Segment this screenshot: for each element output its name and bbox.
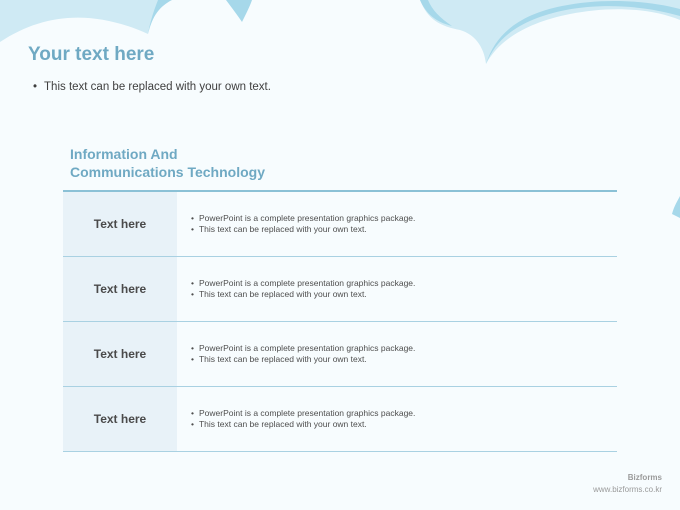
row-label: Text here xyxy=(63,257,177,321)
row-bullet: • PowerPoint is a complete presentation graphics package. xyxy=(191,408,617,420)
subtitle-text: This text can be replaced with your own text. xyxy=(44,81,271,93)
footer-url[interactable]: www.bizforms.co.kr xyxy=(593,485,662,494)
row-label: Text here xyxy=(63,322,177,386)
row-content xyxy=(177,387,617,451)
row-bullet: • This text can be replaced with your own text. xyxy=(191,224,617,236)
row-content xyxy=(177,322,617,386)
page-subtitle xyxy=(33,81,271,93)
info-table xyxy=(63,190,617,452)
footer-brand: Bizforms xyxy=(627,473,662,482)
row-bullet: • This text can be replaced with your own text. xyxy=(191,354,617,366)
table-row xyxy=(63,387,617,452)
table-row xyxy=(63,322,617,387)
section-heading xyxy=(70,145,265,181)
section-heading-line-2: Communications Technology xyxy=(70,164,265,180)
row-bullet: • PowerPoint is a complete presentation graphics package. xyxy=(191,278,617,290)
table-row xyxy=(63,257,617,322)
section-heading-line-1: Information And xyxy=(70,146,178,162)
row-bullet: • This text can be replaced with your own text. xyxy=(191,419,617,431)
row-content xyxy=(177,192,617,256)
row-bullet: • PowerPoint is a complete presentation graphics package. xyxy=(191,213,617,225)
row-bullet: • PowerPoint is a complete presentation graphics package. xyxy=(191,343,617,355)
row-content xyxy=(177,257,617,321)
row-label: Text here xyxy=(63,192,177,256)
bullet-icon: • xyxy=(33,81,38,93)
table-row xyxy=(63,192,617,257)
row-bullet: • This text can be replaced with your own text. xyxy=(191,289,617,301)
page-title: Your text here xyxy=(28,44,155,65)
row-label: Text here xyxy=(63,387,177,451)
footer xyxy=(593,472,662,496)
